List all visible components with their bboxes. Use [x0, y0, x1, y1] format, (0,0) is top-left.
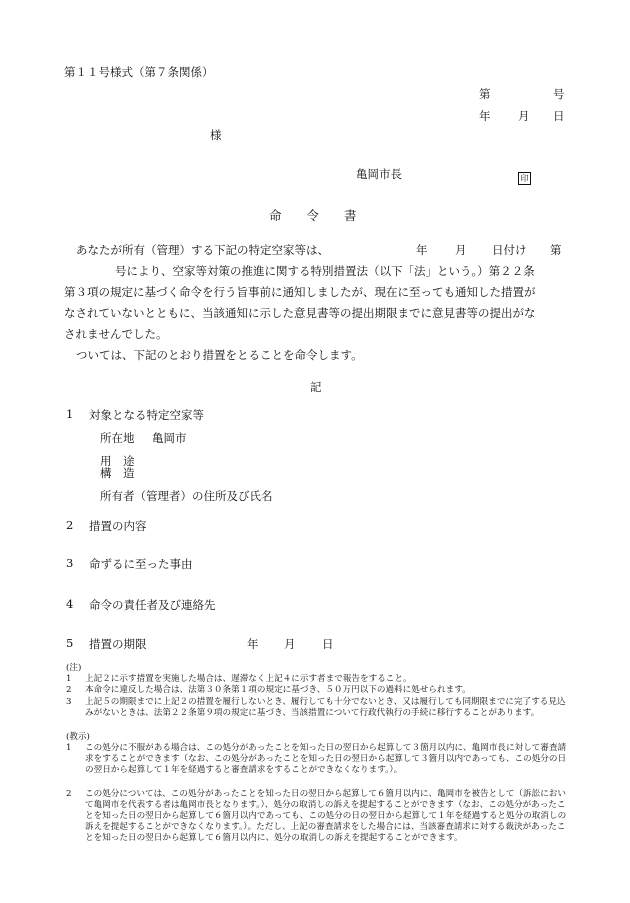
note2-number: 2: [66, 685, 72, 695]
instructions-heading: (教示): [66, 732, 90, 742]
item4-title: 命令の責任者及び連絡先: [89, 598, 216, 612]
date-month: 月: [518, 109, 530, 123]
use-label: 用 途: [100, 454, 135, 468]
item4-number: 4: [66, 597, 74, 611]
body-line5: されませんでした。: [64, 327, 168, 341]
doc-no-prefix: 第: [479, 87, 491, 101]
note1-number: 1: [66, 674, 72, 684]
note3-text: 上記５の期限までに上記２の措置を履行しないとき、履行しても十分でないとき、又は履行しても同期限までに完了する見込みがないときは、法第２２条第９項の規定に基づき、当該措置について行政代執行の手続に移行することがあります。: [85, 697, 566, 718]
body-line4: なされていないとともに、当該通知に示した意見書等の提出期限までに意見書等の提出がな: [64, 306, 536, 320]
instruction2-number: 2: [66, 789, 72, 799]
body-month: 月: [455, 243, 467, 257]
location-value: 亀岡市: [152, 431, 187, 445]
body-year: 年: [416, 243, 428, 257]
note2-text: 本命令に違反した場合は、法第３０条第１項の規定に基づき、５０万円以下の過料に処せられます。: [85, 685, 471, 695]
date-year: 年: [479, 109, 491, 123]
item3-title: 命ずるに至った事由: [89, 557, 193, 571]
ki-heading: 記: [310, 380, 322, 394]
item5-number: 5: [66, 636, 74, 650]
item3-number: 3: [66, 556, 74, 570]
issuer-name: 亀岡市長: [356, 167, 402, 181]
item5-title: 措置の期限: [89, 637, 147, 651]
item1-number: 1: [66, 407, 74, 421]
item2-title: 措置の内容: [89, 519, 147, 533]
body-line6: ついては、下記のとおり措置をとることを命令します。: [76, 348, 363, 362]
note1-text: 上記２に示す措置を実施した場合は、遅滞なく上記４に示す者まで報告をすること。: [85, 674, 412, 684]
document-title: 命 令 書: [269, 208, 357, 223]
notes-heading: (注): [66, 663, 82, 673]
body-day: 日付け: [492, 243, 527, 257]
item2-number: 2: [66, 518, 74, 532]
instruction2-text: この処分については、この処分があったことを知った日の翌日から起算して６箇月以内に、亀岡市を被告として（訴訟において亀岡市を代表する者は亀岡市長となります。）、処分の取消しの訴えを提起することができます（なお、この処分があったことを知った日の翌日から起算して６箇月以内であっても、この処分の日の翌日から起算して１年を経過すると処分の取消しの訴えを提起することができなくなります。）。ただし、上記の審査請求をした場合には、当該審査請求に対する裁決があったことを知った日の翌日から起算して６箇月以内に、処分の取消しの訴えを提起することができます。: [85, 789, 567, 843]
instruction1-text: この処分に不服がある場合は、この処分があったことを知った日の翌日から起算して３箇月以内に、亀岡市長に対して審査請求をすることができます（なお、この処分があったことを知った日の翌日から起算して３箇月以内であっても、この処分の日の翌日から起算して１年を経過すると審査請求をすることができなくなります。）。: [85, 743, 567, 775]
location-label: 所在地: [100, 431, 135, 445]
seal-mark: [518, 166, 531, 185]
body-line1: あなたが所有（管理）する下記の特定空家等は、: [76, 243, 329, 257]
body-no: 第: [550, 243, 562, 257]
owner-label: 所有者（管理者）の住所及び氏名: [100, 489, 273, 503]
seal-char: 印: [518, 172, 531, 185]
item5-year: 年: [247, 637, 259, 651]
body-line3: 第３項の規定に基づく命令を行う旨事前に通知しましたが、現在に至っても通知した措置が: [64, 285, 536, 299]
date-day: 日: [553, 109, 565, 123]
doc-no-suffix: 号: [553, 87, 565, 101]
item5-day: 日: [322, 637, 334, 651]
addressee-suffix: 様: [210, 128, 222, 142]
body-line2: 号により、空家等対策の推進に関する特別措置法（以下「法」という。）第２２条: [115, 264, 535, 278]
form-label: 第１１号様式（第７条関係）: [64, 65, 214, 79]
instruction1-number: 1: [66, 743, 72, 753]
item1-title: 対象となる特定空家等: [89, 408, 204, 422]
note3-number: 3: [66, 697, 72, 707]
item5-month: 月: [284, 637, 296, 651]
structure-label: 構 造: [100, 466, 135, 480]
